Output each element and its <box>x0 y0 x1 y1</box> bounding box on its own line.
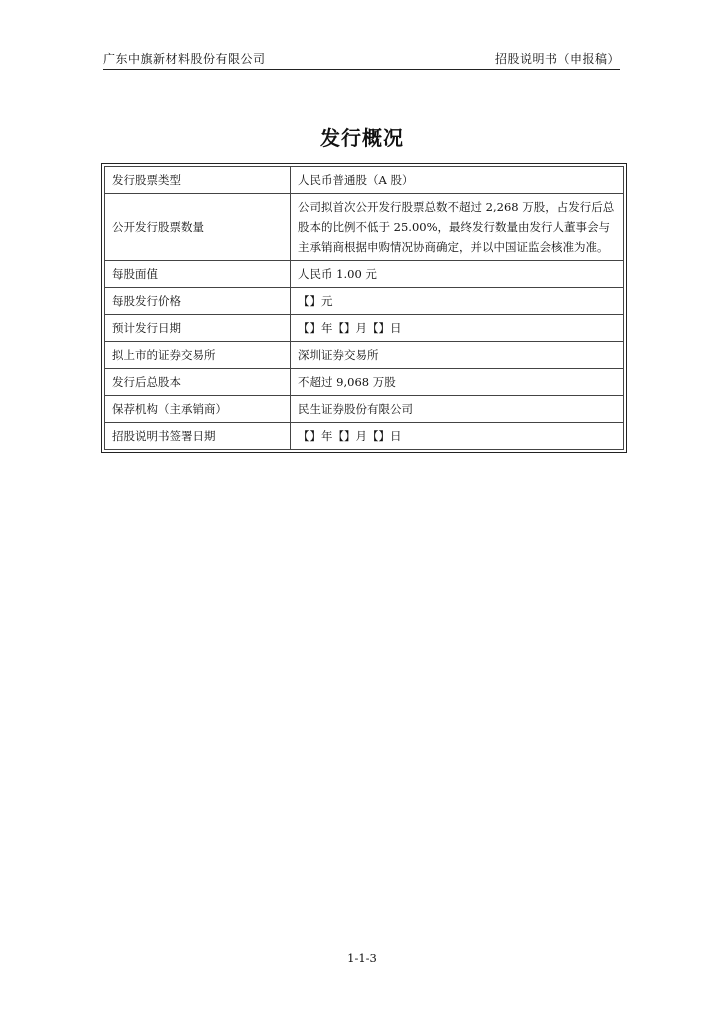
table-row <box>105 194 624 261</box>
row-value: 【】元 <box>291 288 624 315</box>
page-number: 1-1-3 <box>347 951 377 965</box>
row-label: 每股发行价格 <box>105 288 291 315</box>
offering-summary-table-frame <box>101 163 627 453</box>
table-row <box>105 167 624 194</box>
row-label: 公开发行股票数量 <box>105 194 291 261</box>
row-value: 不超过 9,068 万股 <box>291 369 624 396</box>
table-row <box>105 288 624 315</box>
row-value: 【】年【】月【】日 <box>291 315 624 342</box>
row-value: 人民币 1.00 元 <box>291 261 624 288</box>
row-value: 人民币普通股（A 股） <box>291 167 624 194</box>
header-document-type: 招股说明书（申报稿） <box>494 52 620 66</box>
table-row <box>105 261 624 288</box>
row-value: 公司拟首次公开发行股票总数不超过 2,268 万股，占发行后总股本的比例不低于 25.00%，最终发行数量由发行人董事会与主承销商根据申购情况协商确定，并以中国证监会核准为准。 <box>291 194 624 261</box>
row-label: 预计发行日期 <box>105 315 291 342</box>
table-row <box>105 423 624 450</box>
page-title: 发行概况 <box>320 126 404 150</box>
table-row <box>105 369 624 396</box>
table-row <box>105 315 624 342</box>
header-rule <box>103 69 620 70</box>
row-label: 保荐机构（主承销商） <box>105 396 291 423</box>
page-header <box>103 50 620 67</box>
row-value: 深圳证券交易所 <box>291 342 624 369</box>
table-row <box>105 342 624 369</box>
row-label: 招股说明书签署日期 <box>105 423 291 450</box>
table-row <box>105 396 624 423</box>
row-label: 拟上市的证券交易所 <box>105 342 291 369</box>
header-company-name: 广东中旗新材料股份有限公司 <box>103 52 266 66</box>
row-label: 发行后总股本 <box>105 369 291 396</box>
row-value: 民生证券股份有限公司 <box>291 396 624 423</box>
row-value: 【】年【】月【】日 <box>291 423 624 450</box>
offering-summary-table <box>104 166 624 450</box>
row-label: 每股面值 <box>105 261 291 288</box>
row-label: 发行股票类型 <box>105 167 291 194</box>
